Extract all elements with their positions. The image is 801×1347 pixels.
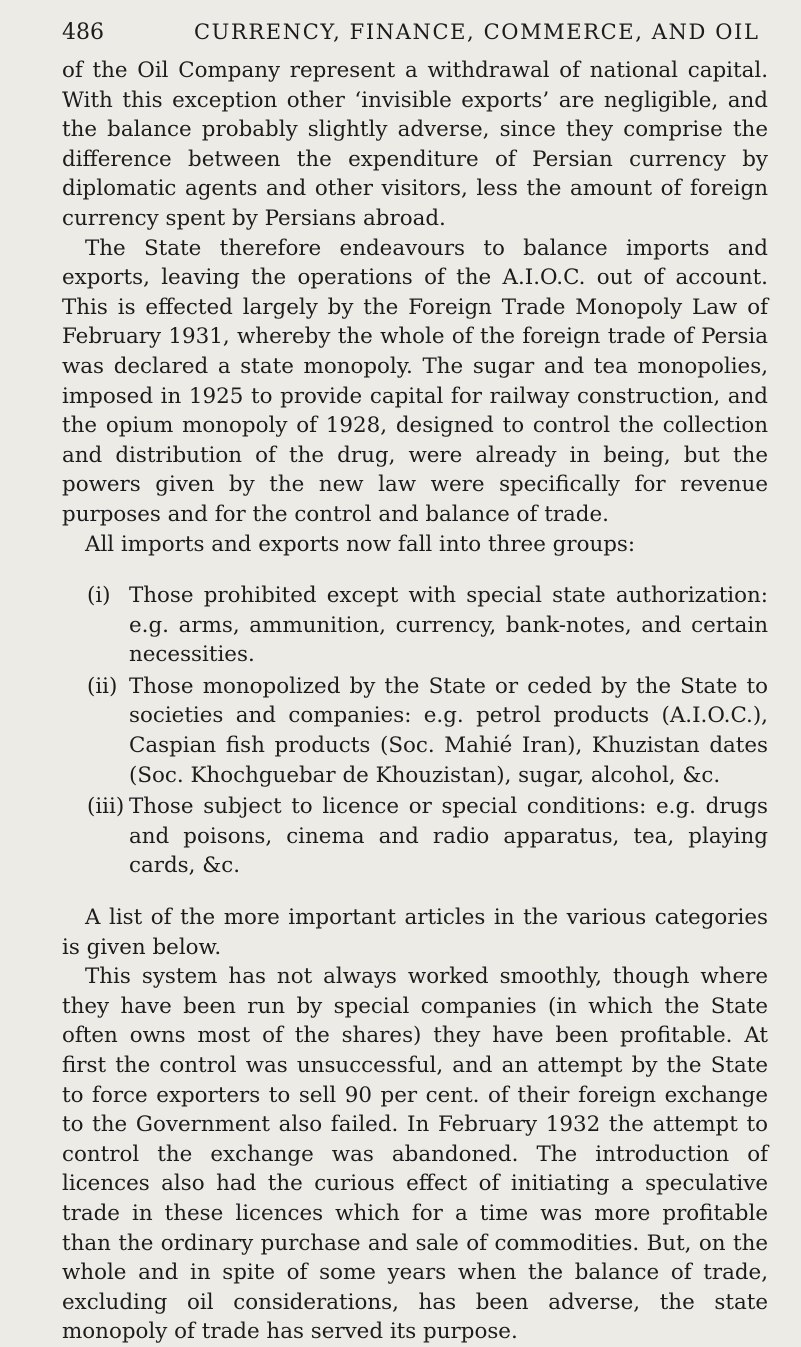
paragraph-system-worked: This system has not always worked smoothly, though where they have been run by special companies (in which the State often owns most of the shares) they have been profitable. At first the control was unsuccessful, and an attempt by the State to force exporters to sell 90 per cent. of their foreign exchange to the Government also failed. In February 1932 the attempt to control the exchange was abandoned. The introduction of licences also had the curious effect of initiating a speculative trade in these licences which for a time was more profitable than the ordinary purchase and sale of commodities. But, on the whole and in spite of some years when the balance of trade, excluding oil considerations, has been adverse, the state monopoly of trade has served its purpose. xyxy=(62,964,768,1345)
list-item xyxy=(62,672,768,790)
groups-list xyxy=(62,581,768,881)
list-marker: (iii) xyxy=(87,794,125,820)
paragraph-continued: of the Oil Company represent a withdrawal of national capital. With this exception other ‘invisible exports’ are negligible, and the balance probably slightly adverse, since they comprise the difference between the expenditure of Persian currency by diplomatic agents and other visitors, less the amount of foreign currency spent by Persians abroad. xyxy=(62,58,768,231)
body-text xyxy=(62,56,768,1347)
running-head xyxy=(62,20,768,56)
paragraph-state-balance: The State therefore endeavours to balance imports and exports, leaving the operations of the A.I.O.C. out of account. This is effected largely by the Foreign Trade Monopoly Law of February 1931, whereby the whole of the foreign trade of Persia was declared a state monopoly. The sugar and tea monopolies, imposed in 1925 to provide capital for railway construction, and the opium monopoly of 1928, designed to control the collection and distribution of the drug, were already in being, but the powers given by the new law were specifically for revenue purposes and for the control and balance of trade. xyxy=(62,235,768,527)
list-item xyxy=(62,792,768,881)
page-number: 486 xyxy=(62,20,104,45)
list-item-text: Those prohibited except with special state authorization: e.g. arms, ammunition, currency, bank-notes, and certain necessities. xyxy=(129,583,768,668)
list-item-text: Those subject to licence or special conditions: e.g. drugs and poisons, cinema and radio apparatus, tea, playing cards, &c. xyxy=(129,794,768,879)
list-marker: (i) xyxy=(87,583,111,609)
paragraph-three-groups: All imports and exports now fall into three groups: xyxy=(85,531,636,557)
paragraph-list-below: A list of the more important articles in the various categories is given below. xyxy=(62,905,768,960)
running-head-title: CURRENCY, FINANCE, COMMERCE, AND OIL xyxy=(194,20,760,44)
list-item xyxy=(62,581,768,670)
list-item-text: Those monopolized by the State or ceded by the State to societies and companies: e.g. petrol products (A.I.O.C.), Caspian fish products (Soc. Mahié Iran), Khuzistan dates (Soc. Khochguebar de Khouzistan), sugar, alcohol, &c. xyxy=(129,673,768,788)
list-marker: (ii) xyxy=(87,673,118,699)
